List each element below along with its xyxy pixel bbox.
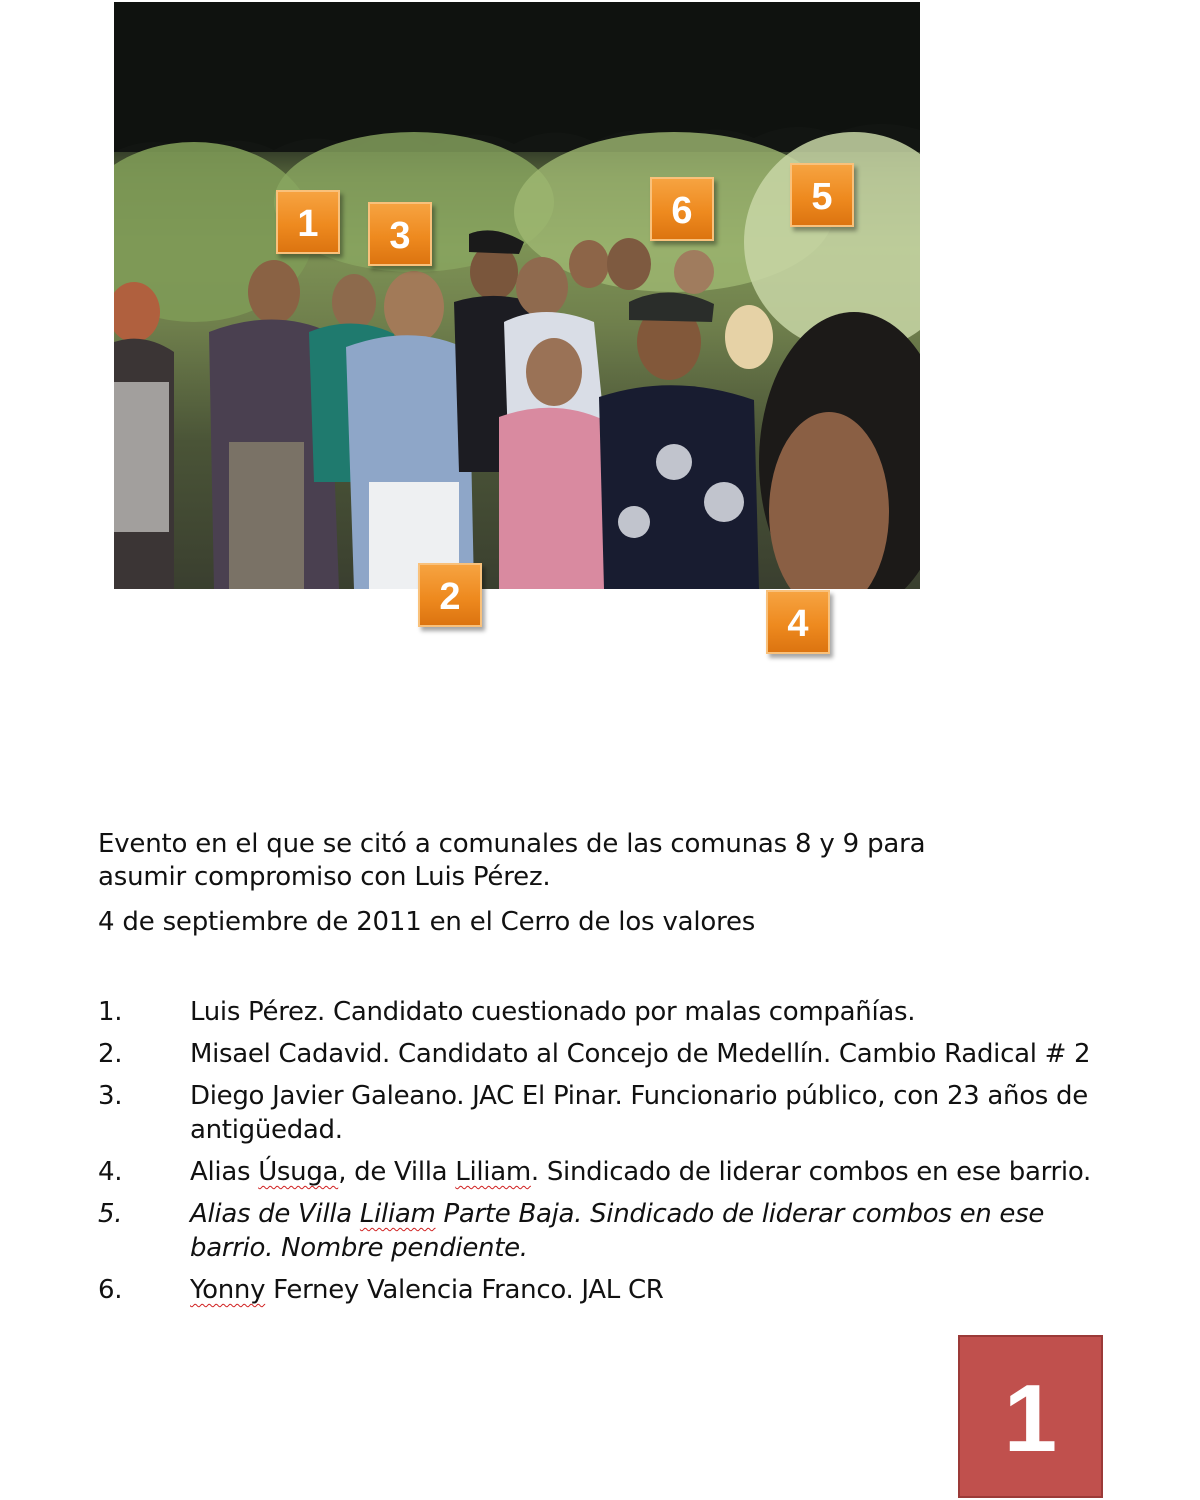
callout-5: 5 [790,163,854,227]
list-item [98,1155,1108,1189]
list-item-text-post: . Sindicado de liderar combos en ese barrio. [530,1157,1091,1187]
list-item [98,1273,1108,1307]
list-item-text-post: , de Villa [338,1157,456,1187]
event-photo [114,2,920,589]
list-item [98,1079,1108,1147]
event-photo-scene [114,2,920,589]
list-item-text-post: Ferney Valencia Franco. JAL CR [265,1275,664,1305]
list-item-number: 5. [98,1199,123,1229]
event-caption [98,828,1098,894]
list-item-text-pre: Alias [190,1157,259,1187]
event-date: 4 de septiembre de 2011 en el Cerro de los valores [98,907,756,937]
spellcheck-flagged-word: Liliam [455,1157,531,1187]
list-item-text-pre: Alias de Villa [190,1199,360,1229]
list-item-number: 2. [98,1039,123,1069]
callout-1: 1 [276,190,340,254]
page-number-badge: 1 [958,1335,1103,1498]
list-item [98,995,1108,1029]
callout-4: 4 [766,590,830,654]
spellcheck-flagged-word: Liliam [359,1199,436,1229]
list-item-number: 6. [98,1275,123,1305]
list-item-text: Diego Javier Galeano. JAC El Pinar. Funcionario público, con 23 años de antigüedad. [190,1081,1088,1145]
list-item-text: Luis Pérez. Candidato cuestionado por malas compañías. [190,997,916,1027]
list-item-text-post: Parte Baja. Sindicado de liderar combos en ese barrio. Nombre pendiente. [190,1199,1045,1263]
list-item [98,1037,1108,1071]
caption-line-1: Evento en el que se citó a comunales de las comunas 8 y 9 para [98,829,926,859]
spellcheck-flagged-word: Yonny [190,1275,266,1305]
list-item-number: 4. [98,1157,123,1187]
callout-2: 2 [418,563,482,627]
list-item-number: 3. [98,1081,123,1111]
list-item-number: 1. [98,997,123,1027]
spellcheck-flagged-word: Úsuga [258,1157,339,1187]
list-item-text [190,1197,1108,1265]
list-item-text: Misael Cadavid. Candidato al Concejo de Medellín. Cambio Radical # 2 [190,1039,1091,1069]
caption-line-2: asumir compromiso con Luis Pérez. [98,862,551,892]
people-list [98,995,1108,1315]
list-item-text [190,1273,1108,1307]
list-item-text [190,1155,1108,1189]
list-item [98,1197,1108,1265]
callout-6: 6 [650,177,714,241]
callout-3: 3 [368,202,432,266]
